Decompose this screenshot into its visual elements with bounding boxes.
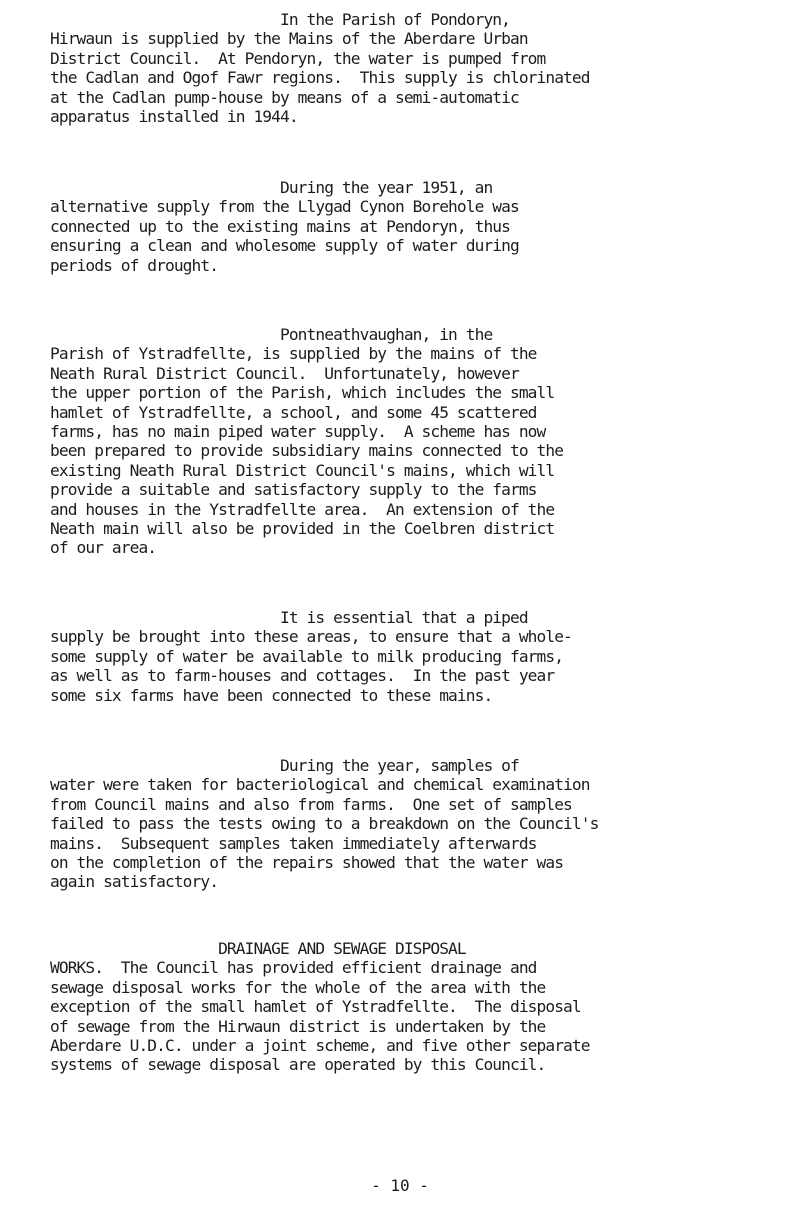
paragraph-hirwaun-supply [50,10,770,126]
text-line: Neath Rural District Council. Unfortunately, however [50,363,519,383]
text-line: and houses in the Ystradfellte area. An extension of the [50,499,555,519]
text-line: from Council mains and also from farms. One set of samples [50,794,572,814]
text-line: some supply of water be available to milk producing farms, [50,646,564,666]
text-line: In the Parish of Pondoryn, [50,10,510,29]
paragraph-piped-supply [50,608,770,705]
text-line: provide a suitable and satisfactory supply to the farms [50,480,537,500]
text-line: During the year, samples of [50,756,519,775]
text-line: again satisfactory. [50,872,219,892]
text-line: supply be brought into these areas, to ensure that a whole- [50,627,572,647]
text-line: water were taken for bacteriological and chemical examination [50,775,590,795]
paragraph-samples [50,756,770,892]
text-line: systems of sewage disposal are operated by this Council. [50,1055,546,1075]
text-line: Aberdare U.D.C. under a joint scheme, and five other separate [50,1035,590,1055]
text-line: Parish of Ystradfellte, is supplied by the mains of the [50,344,537,364]
text-line: Hirwaun is supplied by the Mains of the Aberdare Urban [50,29,528,49]
text-line: failed to pass the tests owing to a breakdown on the Council's [50,814,599,834]
text-line: as well as to farm-houses and cottages. In the past year [50,666,555,686]
paragraph-drainage [50,939,770,1075]
text-line: exception of the small hamlet of Ystradfellte. The disposal [50,997,581,1017]
text-line: sewage disposal works for the whole of the area with the [50,977,546,997]
text-line: mains. Subsequent samples taken immediately afterwards [50,833,537,853]
text-line: on the completion of the repairs showed that the water was [50,852,564,872]
text-line: some six farms have been connected to these mains. [50,685,493,705]
text-line: the upper portion of the Parish, which includes the small [50,383,555,403]
text-line: of our area. [50,538,157,558]
text-line: apparatus installed in 1944. [50,106,298,126]
text-line: connected up to the existing mains at Pendoryn, thus [50,216,510,236]
text-line: alternative supply from the Llygad Cynon Borehole was [50,197,519,217]
text-line: existing Neath Rural District Council's mains, which will [50,460,555,480]
text-line: Pontneathvaughan, in the [50,325,493,344]
text-line: hamlet of Ystradfellte, a school, and some 45 scattered [50,402,537,422]
text-line: at the Cadlan pump-house by means of a semi-automatic [50,87,519,107]
text-line: the Cadlan and Ogof Fawr regions. This supply is chlorinated [50,68,590,88]
text-line: During the year 1951, an [50,178,493,197]
text-line: Neath main will also be provided in the Coelbren district [50,518,555,538]
page-number: - 10 - [371,1176,429,1195]
text-line: been prepared to provide subsidiary mains connected to the [50,441,564,461]
text-line: periods of drought. [50,255,219,275]
text-line: farms, has no main piped water supply. A scheme has now [50,421,546,441]
section-heading: DRAINAGE AND SEWAGE DISPOSAL [50,939,466,958]
text-line: It is essential that a piped [50,608,528,627]
text-line: ensuring a clean and wholesome supply of water during [50,236,519,256]
text-line: of sewage from the Hirwaun district is undertaken by the [50,1016,546,1036]
paragraph-alternative-supply [50,178,770,275]
paragraph-ystradfellte [50,325,770,558]
text-line: District Council. At Pendoryn, the water is pumped from [50,48,546,68]
text-line: WORKS. The Council has provided efficient drainage and [50,958,537,978]
